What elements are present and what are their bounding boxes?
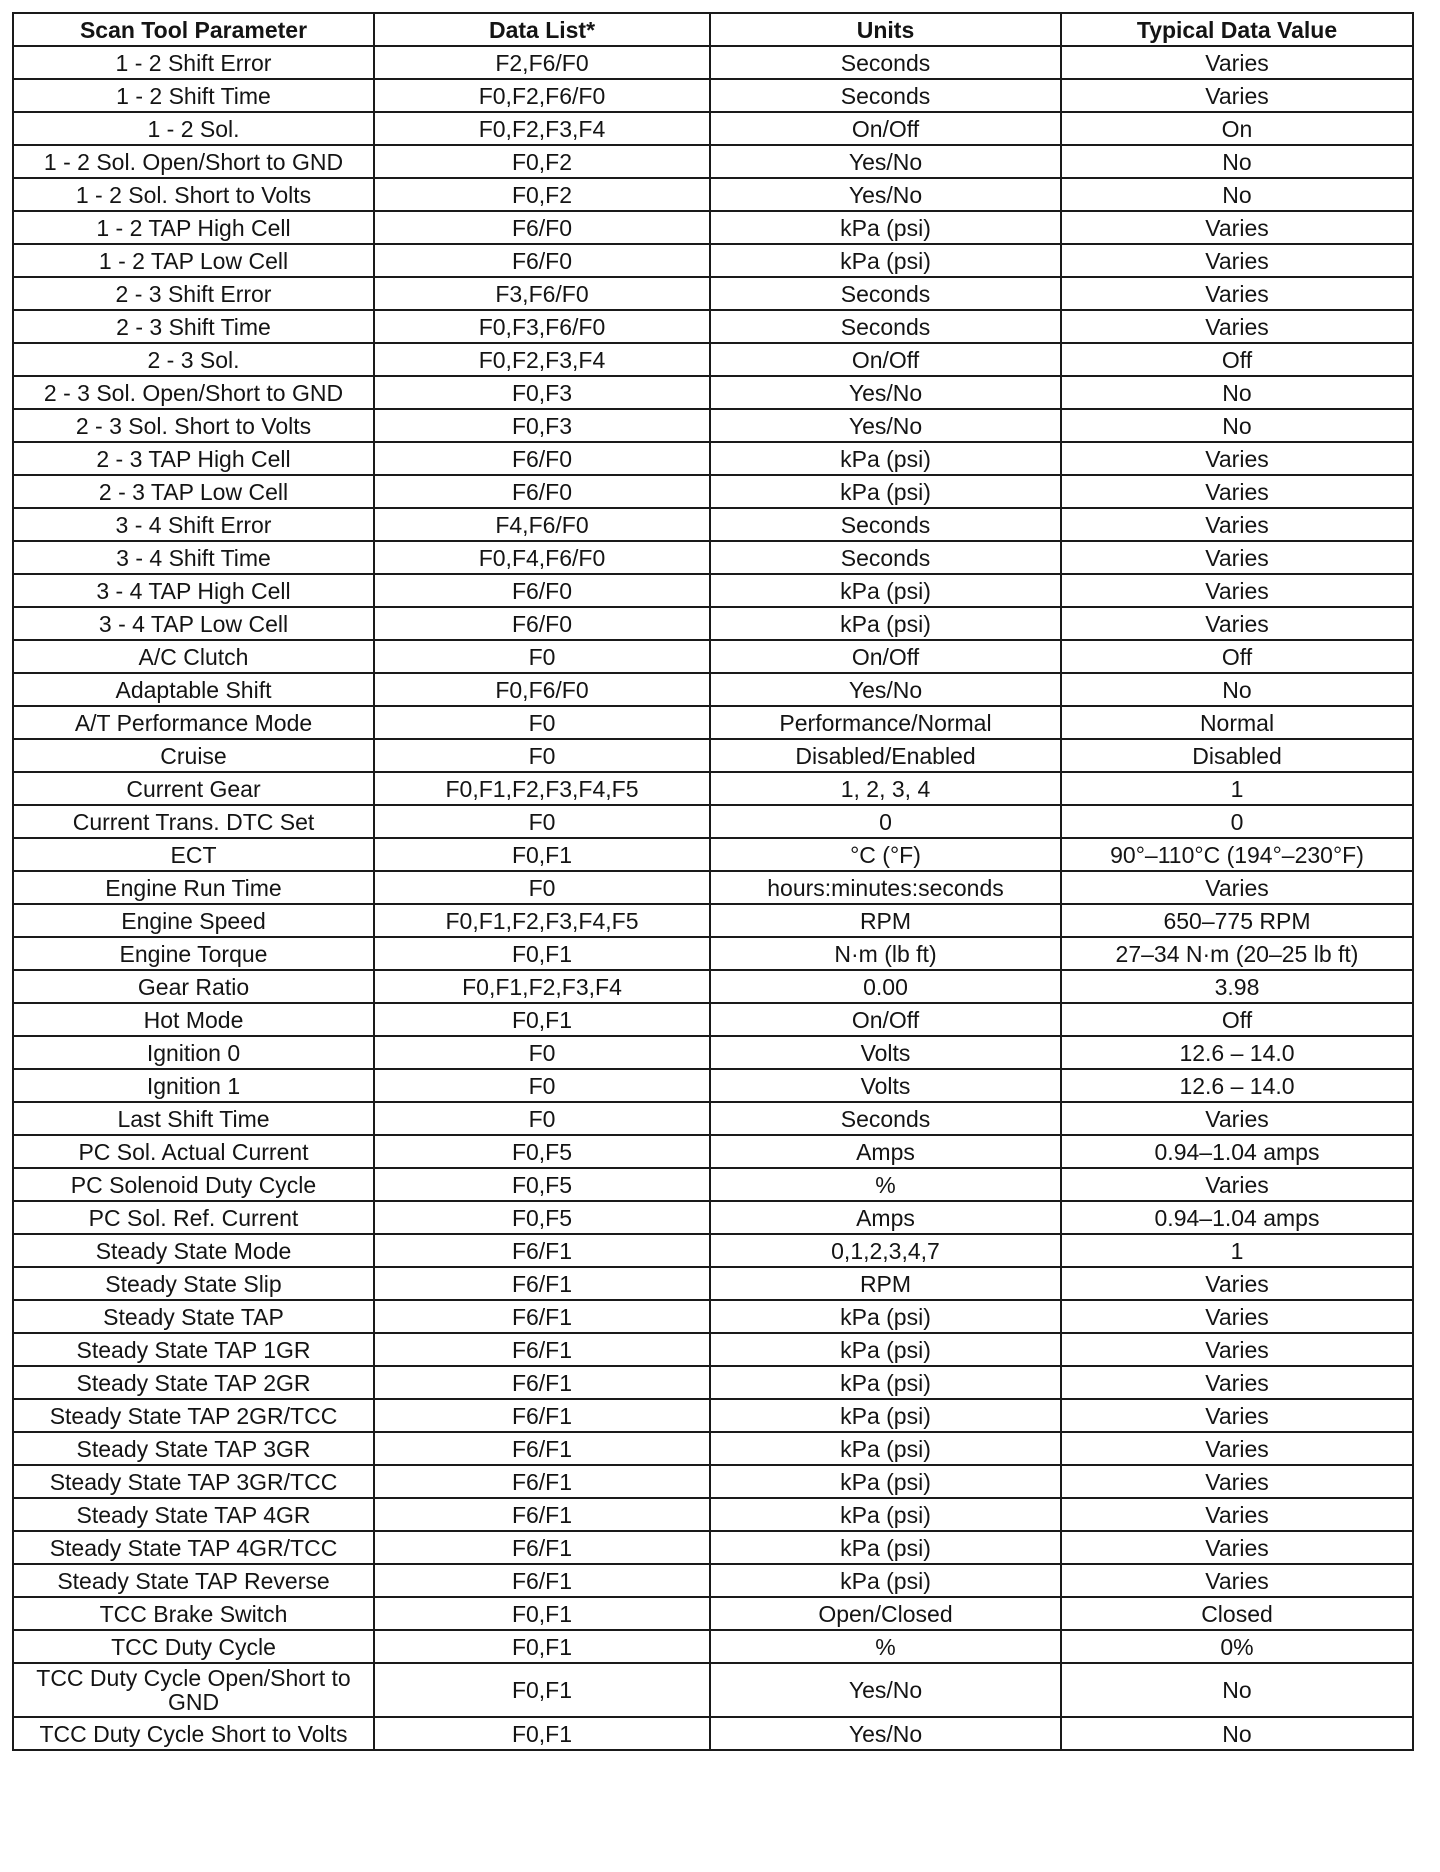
table-row [13, 1630, 1413, 1663]
typical-value-cell: 27–34 N·m (20–25 lb ft) [1061, 937, 1413, 970]
typical-value-cell: No [1061, 1717, 1413, 1750]
units-cell: Yes/No [710, 178, 1061, 211]
typical-value-cell: Varies [1061, 574, 1413, 607]
typical-value-cell: Varies [1061, 1531, 1413, 1564]
table-row [13, 112, 1413, 145]
data-list-cell: F4,F6/F0 [374, 508, 710, 541]
units-cell: Amps [710, 1201, 1061, 1234]
data-list-cell: F0 [374, 1069, 710, 1102]
table-row [13, 739, 1413, 772]
typical-value-cell: Varies [1061, 1564, 1413, 1597]
table-row [13, 574, 1413, 607]
data-list-cell: F0 [374, 1036, 710, 1069]
table-row [13, 772, 1413, 805]
parameter-cell: Hot Mode [13, 1003, 374, 1036]
data-list-cell: F0,F6/F0 [374, 673, 710, 706]
table-row [13, 673, 1413, 706]
units-cell: kPa (psi) [710, 1564, 1061, 1597]
data-list-cell: F0,F1 [374, 1663, 710, 1717]
units-cell: Seconds [710, 79, 1061, 112]
header-data-list: Data List* [374, 13, 710, 46]
units-cell: kPa (psi) [710, 1531, 1061, 1564]
table-row [13, 145, 1413, 178]
data-list-cell: F0,F2,F3,F4 [374, 343, 710, 376]
data-list-cell: F0 [374, 871, 710, 904]
data-list-cell: F6/F1 [374, 1564, 710, 1597]
units-cell: kPa (psi) [710, 574, 1061, 607]
data-list-cell: F6/F0 [374, 211, 710, 244]
units-cell: On/Off [710, 1003, 1061, 1036]
units-cell: Performance/Normal [710, 706, 1061, 739]
data-list-cell: F0,F1 [374, 1630, 710, 1663]
table-row [13, 1135, 1413, 1168]
parameter-cell: 1 - 2 TAP High Cell [13, 211, 374, 244]
table-row [13, 1300, 1413, 1333]
table-row [13, 607, 1413, 640]
parameter-cell: 2 - 3 TAP Low Cell [13, 475, 374, 508]
typical-value-cell: Varies [1061, 508, 1413, 541]
parameter-cell: 1 - 2 Shift Time [13, 79, 374, 112]
typical-value-cell: 12.6 – 14.0 [1061, 1069, 1413, 1102]
typical-value-cell: No [1061, 673, 1413, 706]
typical-value-cell: 3.98 [1061, 970, 1413, 1003]
parameter-cell: Steady State TAP 3GR [13, 1432, 374, 1465]
units-cell: Seconds [710, 1102, 1061, 1135]
typical-value-cell: On [1061, 112, 1413, 145]
table-row [13, 904, 1413, 937]
units-cell: kPa (psi) [710, 442, 1061, 475]
data-list-cell: F0 [374, 739, 710, 772]
typical-value-cell: Varies [1061, 442, 1413, 475]
units-cell: N·m (lb ft) [710, 937, 1061, 970]
typical-value-cell: Varies [1061, 871, 1413, 904]
typical-value-cell: 0.94–1.04 amps [1061, 1201, 1413, 1234]
parameter-cell: 2 - 3 Sol. [13, 343, 374, 376]
parameter-cell: TCC Duty Cycle [13, 1630, 374, 1663]
units-cell: hours:minutes:seconds [710, 871, 1061, 904]
data-list-cell: F3,F6/F0 [374, 277, 710, 310]
table-row [13, 508, 1413, 541]
units-cell: Yes/No [710, 1717, 1061, 1750]
parameter-cell: Engine Torque [13, 937, 374, 970]
units-cell: kPa (psi) [710, 244, 1061, 277]
data-list-cell: F0,F5 [374, 1135, 710, 1168]
table-row [13, 1036, 1413, 1069]
typical-value-cell: Varies [1061, 277, 1413, 310]
units-cell: Seconds [710, 277, 1061, 310]
units-cell: 0,1,2,3,4,7 [710, 1234, 1061, 1267]
table-row [13, 541, 1413, 574]
data-list-cell: F6/F1 [374, 1399, 710, 1432]
parameter-cell: Last Shift Time [13, 1102, 374, 1135]
table-row [13, 1069, 1413, 1102]
parameter-cell: Steady State TAP 2GR/TCC [13, 1399, 374, 1432]
typical-value-cell: Varies [1061, 1498, 1413, 1531]
data-list-cell: F0 [374, 706, 710, 739]
typical-value-cell: Varies [1061, 1300, 1413, 1333]
parameter-cell: 2 - 3 Shift Error [13, 277, 374, 310]
units-cell: On/Off [710, 343, 1061, 376]
typical-value-cell: Normal [1061, 706, 1413, 739]
table-row [13, 475, 1413, 508]
data-list-cell: F6/F1 [374, 1300, 710, 1333]
parameter-cell: Adaptable Shift [13, 673, 374, 706]
data-list-cell: F6/F0 [374, 244, 710, 277]
table-row [13, 277, 1413, 310]
typical-value-cell: Varies [1061, 46, 1413, 79]
parameter-cell: 1 - 2 Sol. Open/Short to GND [13, 145, 374, 178]
units-cell: kPa (psi) [710, 1465, 1061, 1498]
table-row [13, 310, 1413, 343]
table-row [13, 805, 1413, 838]
units-cell: kPa (psi) [710, 1333, 1061, 1366]
typical-value-cell: Off [1061, 640, 1413, 673]
data-list-cell: F6/F0 [374, 442, 710, 475]
table-row [13, 706, 1413, 739]
typical-value-cell: Varies [1061, 1366, 1413, 1399]
units-cell: Yes/No [710, 376, 1061, 409]
units-cell: kPa (psi) [710, 475, 1061, 508]
typical-value-cell: 1 [1061, 772, 1413, 805]
units-cell: kPa (psi) [710, 1399, 1061, 1432]
units-cell: kPa (psi) [710, 1498, 1061, 1531]
scan-tool-data-table [12, 12, 1414, 1751]
data-list-cell: F0,F3 [374, 409, 710, 442]
parameter-cell: 1 - 2 Shift Error [13, 46, 374, 79]
table-row [13, 1366, 1413, 1399]
parameter-cell: Current Gear [13, 772, 374, 805]
units-cell: Open/Closed [710, 1597, 1061, 1630]
parameter-cell: 2 - 3 Sol. Short to Volts [13, 409, 374, 442]
units-cell: Yes/No [710, 1663, 1061, 1717]
table-row [13, 343, 1413, 376]
typical-value-cell: Varies [1061, 541, 1413, 574]
units-cell: Yes/No [710, 145, 1061, 178]
data-list-cell: F0,F2 [374, 145, 710, 178]
typical-value-cell: Off [1061, 343, 1413, 376]
parameter-cell: Engine Run Time [13, 871, 374, 904]
table-row [13, 442, 1413, 475]
header-typical-data-value: Typical Data Value [1061, 13, 1413, 46]
parameter-cell: Steady State TAP 3GR/TCC [13, 1465, 374, 1498]
units-cell: 0 [710, 805, 1061, 838]
parameter-cell: 2 - 3 Shift Time [13, 310, 374, 343]
units-cell: Yes/No [710, 409, 1061, 442]
data-list-cell: F0,F2,F3,F4 [374, 112, 710, 145]
parameter-cell: 3 - 4 Shift Error [13, 508, 374, 541]
data-list-cell: F0,F5 [374, 1201, 710, 1234]
typical-value-cell: 1 [1061, 1234, 1413, 1267]
data-list-cell: F0,F1,F2,F3,F4,F5 [374, 772, 710, 805]
typical-value-cell: 650–775 RPM [1061, 904, 1413, 937]
units-cell: Amps [710, 1135, 1061, 1168]
units-cell: Seconds [710, 46, 1061, 79]
parameter-cell: PC Solenoid Duty Cycle [13, 1168, 374, 1201]
data-list-cell: F6/F1 [374, 1366, 710, 1399]
parameter-cell: Steady State TAP 4GR/TCC [13, 1531, 374, 1564]
data-list-cell: F0,F1,F2,F3,F4,F5 [374, 904, 710, 937]
units-cell: kPa (psi) [710, 607, 1061, 640]
data-list-cell: F6/F1 [374, 1267, 710, 1300]
parameter-cell: Steady State TAP Reverse [13, 1564, 374, 1597]
table-row [13, 1201, 1413, 1234]
parameter-cell: 1 - 2 Sol. Short to Volts [13, 178, 374, 211]
data-list-cell: F0,F2,F6/F0 [374, 79, 710, 112]
table-row [13, 970, 1413, 1003]
parameter-cell: Steady State TAP [13, 1300, 374, 1333]
parameter-cell: Ignition 1 [13, 1069, 374, 1102]
data-list-cell: F2,F6/F0 [374, 46, 710, 79]
table-row [13, 1597, 1413, 1630]
units-cell: On/Off [710, 112, 1061, 145]
table-row [13, 178, 1413, 211]
units-cell: % [710, 1630, 1061, 1663]
typical-value-cell: Varies [1061, 1399, 1413, 1432]
units-cell: Volts [710, 1069, 1061, 1102]
parameter-cell: 1 - 2 TAP Low Cell [13, 244, 374, 277]
table-row [13, 1399, 1413, 1432]
parameter-cell: Steady State TAP 1GR [13, 1333, 374, 1366]
typical-value-cell: Varies [1061, 1432, 1413, 1465]
typical-value-cell: 0% [1061, 1630, 1413, 1663]
parameter-cell: 1 - 2 Sol. [13, 112, 374, 145]
typical-value-cell: Varies [1061, 1102, 1413, 1135]
typical-value-cell: No [1061, 145, 1413, 178]
table-row [13, 838, 1413, 871]
parameter-cell: ECT [13, 838, 374, 871]
parameter-cell: Steady State Slip [13, 1267, 374, 1300]
typical-value-cell: Varies [1061, 244, 1413, 277]
typical-value-cell: No [1061, 409, 1413, 442]
parameter-cell: A/C Clutch [13, 640, 374, 673]
units-cell: RPM [710, 904, 1061, 937]
parameter-cell: A/T Performance Mode [13, 706, 374, 739]
data-list-cell: F0 [374, 805, 710, 838]
table-row [13, 1102, 1413, 1135]
typical-value-cell: Varies [1061, 310, 1413, 343]
data-list-cell: F6/F1 [374, 1234, 710, 1267]
parameter-cell: Cruise [13, 739, 374, 772]
units-cell: Yes/No [710, 673, 1061, 706]
parameter-cell: Gear Ratio [13, 970, 374, 1003]
typical-value-cell: Varies [1061, 1333, 1413, 1366]
units-cell: kPa (psi) [710, 211, 1061, 244]
data-list-cell: F0,F1 [374, 838, 710, 871]
typical-value-cell: Varies [1061, 607, 1413, 640]
typical-value-cell: Disabled [1061, 739, 1413, 772]
data-list-cell: F0,F1 [374, 937, 710, 970]
header-units: Units [710, 13, 1061, 46]
typical-value-cell: 0.94–1.04 amps [1061, 1135, 1413, 1168]
data-list-cell: F6/F1 [374, 1333, 710, 1366]
table-row [13, 376, 1413, 409]
parameter-cell: Steady State TAP 4GR [13, 1498, 374, 1531]
table-row [13, 1465, 1413, 1498]
data-list-cell: F0,F3,F6/F0 [374, 310, 710, 343]
parameter-cell: Current Trans. DTC Set [13, 805, 374, 838]
table-row [13, 1564, 1413, 1597]
typical-value-cell: No [1061, 178, 1413, 211]
parameter-cell: TCC Duty Cycle Short to Volts [13, 1717, 374, 1750]
data-list-cell: F0,F2 [374, 178, 710, 211]
typical-value-cell: Varies [1061, 1168, 1413, 1201]
data-list-cell: F0 [374, 1102, 710, 1135]
typical-value-cell: Varies [1061, 1267, 1413, 1300]
typical-value-cell: 12.6 – 14.0 [1061, 1036, 1413, 1069]
units-cell: kPa (psi) [710, 1432, 1061, 1465]
header-row [13, 13, 1413, 46]
typical-value-cell: Varies [1061, 1465, 1413, 1498]
data-list-cell: F6/F1 [374, 1531, 710, 1564]
data-list-cell: F0,F1 [374, 1597, 710, 1630]
units-cell: On/Off [710, 640, 1061, 673]
data-list-cell: F6/F0 [374, 574, 710, 607]
table-row [13, 1234, 1413, 1267]
parameter-cell: PC Sol. Ref. Current [13, 1201, 374, 1234]
parameter-cell: Ignition 0 [13, 1036, 374, 1069]
typical-value-cell: Varies [1061, 475, 1413, 508]
units-cell: °C (°F) [710, 838, 1061, 871]
table-row [13, 1531, 1413, 1564]
parameter-cell: Engine Speed [13, 904, 374, 937]
table-row [13, 409, 1413, 442]
parameter-cell: TCC Brake Switch [13, 1597, 374, 1630]
parameter-cell: 3 - 4 TAP High Cell [13, 574, 374, 607]
parameter-cell: Steady State TAP 2GR [13, 1366, 374, 1399]
table-row [13, 1432, 1413, 1465]
data-list-cell: F0,F1,F2,F3,F4 [374, 970, 710, 1003]
data-list-cell: F6/F1 [374, 1432, 710, 1465]
table-row [13, 244, 1413, 277]
typical-value-cell: 0 [1061, 805, 1413, 838]
units-cell: Volts [710, 1036, 1061, 1069]
typical-value-cell: Off [1061, 1003, 1413, 1036]
parameter-cell: 3 - 4 Shift Time [13, 541, 374, 574]
table-row [13, 640, 1413, 673]
table-row [13, 46, 1413, 79]
typical-value-cell: Closed [1061, 1597, 1413, 1630]
typical-value-cell: No [1061, 1663, 1413, 1717]
data-list-cell: F0,F3 [374, 376, 710, 409]
data-list-cell: F6/F0 [374, 475, 710, 508]
units-cell: 0.00 [710, 970, 1061, 1003]
table-row [13, 1663, 1413, 1717]
parameter-cell: 3 - 4 TAP Low Cell [13, 607, 374, 640]
units-cell: kPa (psi) [710, 1300, 1061, 1333]
data-list-cell: F0,F5 [374, 1168, 710, 1201]
typical-value-cell: Varies [1061, 211, 1413, 244]
parameter-cell: 2 - 3 TAP High Cell [13, 442, 374, 475]
data-list-cell: F0 [374, 640, 710, 673]
header-scan-tool-parameter: Scan Tool Parameter [13, 13, 374, 46]
typical-value-cell: Varies [1061, 79, 1413, 112]
parameter-cell: TCC Duty Cycle Open/Short to GND [13, 1663, 374, 1717]
table-row [13, 871, 1413, 904]
parameter-cell: Steady State Mode [13, 1234, 374, 1267]
table-row [13, 1717, 1413, 1750]
table-row [13, 1003, 1413, 1036]
data-list-cell: F6/F0 [374, 607, 710, 640]
table-row [13, 211, 1413, 244]
table-row [13, 79, 1413, 112]
table-row [13, 1267, 1413, 1300]
data-list-cell: F0,F4,F6/F0 [374, 541, 710, 574]
data-list-cell: F0,F1 [374, 1003, 710, 1036]
units-cell: RPM [710, 1267, 1061, 1300]
data-list-cell: F0,F1 [374, 1717, 710, 1750]
parameter-cell: PC Sol. Actual Current [13, 1135, 374, 1168]
table-row [13, 1333, 1413, 1366]
units-cell: Seconds [710, 310, 1061, 343]
table-row [13, 1168, 1413, 1201]
units-cell: Seconds [710, 508, 1061, 541]
units-cell: 1, 2, 3, 4 [710, 772, 1061, 805]
units-cell: Disabled/Enabled [710, 739, 1061, 772]
units-cell: kPa (psi) [710, 1366, 1061, 1399]
typical-value-cell: 90°–110°C (194°–230°F) [1061, 838, 1413, 871]
units-cell: Seconds [710, 541, 1061, 574]
parameter-cell: 2 - 3 Sol. Open/Short to GND [13, 376, 374, 409]
units-cell: % [710, 1168, 1061, 1201]
table-row [13, 937, 1413, 970]
data-list-cell: F6/F1 [374, 1498, 710, 1531]
data-list-cell: F6/F1 [374, 1465, 710, 1498]
typical-value-cell: No [1061, 376, 1413, 409]
table-row [13, 1498, 1413, 1531]
